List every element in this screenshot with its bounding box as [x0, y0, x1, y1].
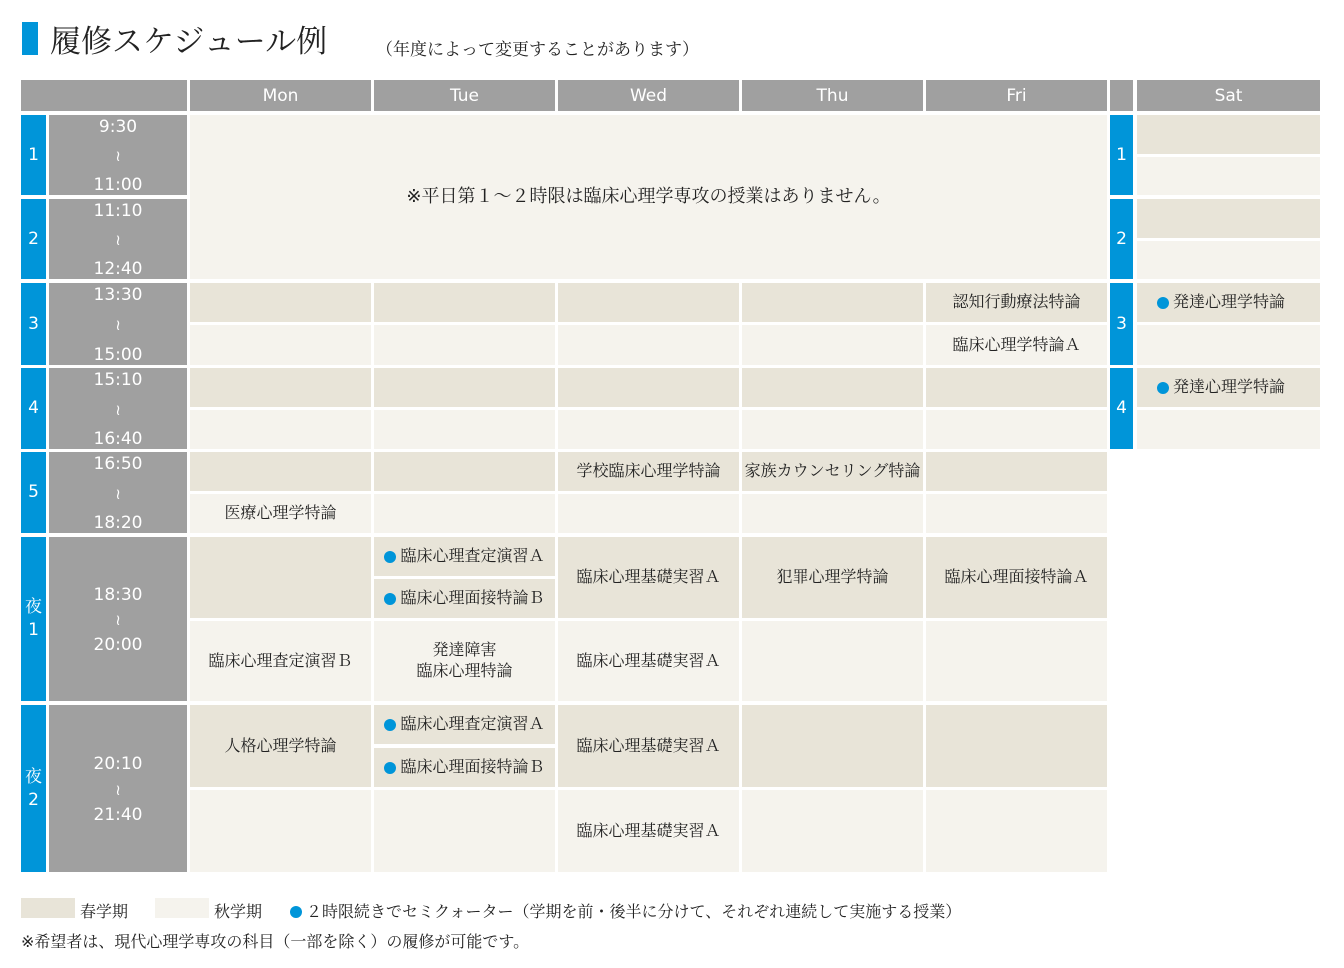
header-day-sat: Sat [1137, 80, 1320, 111]
header-day-thu: Thu [742, 80, 923, 111]
sat-period-label-4: 4 [1110, 368, 1133, 449]
cell-p5-fri-spring [926, 452, 1107, 491]
cell-p5-wed-autumn [558, 494, 739, 533]
course-name: 臨床心理面接特論Ｂ [400, 588, 545, 608]
course-name: 臨床心理面接特論Ｂ [400, 757, 545, 777]
time-start: 16:50 [93, 454, 143, 474]
course-cell: 臨床心理基礎実習Ａ [558, 621, 739, 701]
cell-p4-wed-autumn [558, 410, 739, 449]
course-name: 臨床心理査定演習Ａ [400, 714, 545, 734]
time-end: 20:00 [93, 635, 143, 655]
course-cell: 医療心理学特論 [190, 494, 371, 533]
cell-n1-fri-autumn [926, 621, 1107, 701]
cell-n2-mon-autumn [190, 790, 371, 872]
time-cell-4 [49, 368, 187, 449]
time-end: 18:20 [93, 512, 143, 533]
legend-quarter [290, 899, 961, 922]
cell-p4-tue-autumn [374, 410, 555, 449]
cell-n2-thu-autumn [742, 790, 923, 872]
course-cell: 臨床心理基礎実習Ａ [558, 537, 739, 618]
cell-p5-mon-spring [190, 452, 371, 491]
period-label-3: 3 [21, 283, 46, 365]
cell-sat-p1-autumn [1137, 157, 1320, 195]
cell-p5-fri-autumn [926, 494, 1107, 533]
time-separator: ≀ [115, 400, 121, 419]
course-cell-quarter [374, 748, 555, 787]
cell-p3-wed-autumn [558, 325, 739, 365]
time-start: 9:30 [98, 117, 138, 137]
cell-n1-thu-autumn [742, 621, 923, 701]
header-day-mon: Mon [190, 80, 371, 111]
course-cell-quarter [1137, 283, 1320, 322]
quarter-dot-icon [384, 551, 396, 563]
cell-p4-tue-spring [374, 368, 555, 407]
cell-p4-fri-autumn [926, 410, 1107, 449]
cell-sat-p2-spring [1137, 199, 1320, 238]
course-cell-quarter [374, 537, 555, 576]
time-separator: ≀ [115, 231, 121, 249]
time-separator: ≀ [115, 780, 121, 799]
course-cell: 犯罪心理学特論 [742, 537, 923, 618]
period-label-5: 5 [21, 452, 46, 533]
course-cell: 臨床心理学特論Ａ [926, 325, 1107, 365]
course-cell: 人格心理学特論 [190, 705, 371, 787]
course-cell-quarter [1137, 368, 1320, 407]
period-label-2: 2 [21, 199, 46, 279]
period-label-4: 4 [21, 368, 46, 449]
time-separator: ≀ [115, 316, 121, 334]
cell-p3-thu-autumn [742, 325, 923, 365]
time-start: 11:10 [93, 201, 143, 221]
course-cell: 臨床心理基礎実習Ａ [558, 705, 739, 787]
quarter-dot-icon [1157, 297, 1169, 309]
title-accent-bar [22, 22, 38, 55]
cell-p4-mon-spring [190, 368, 371, 407]
time-cell-2 [49, 199, 187, 279]
sat-period-label-3: 3 [1110, 283, 1133, 365]
quarter-dot-icon [384, 593, 396, 605]
cell-sat-p3-autumn [1137, 325, 1320, 365]
cell-p4-fri-spring [926, 368, 1107, 407]
cell-p4-wed-spring [558, 368, 739, 407]
quarter-dot-icon [384, 719, 396, 731]
cell-p4-mon-autumn [190, 410, 371, 449]
cell-p3-tue-spring [374, 283, 555, 322]
course-cell: 臨床心理面接特論Ａ [926, 537, 1107, 618]
time-cell-3 [49, 283, 187, 365]
cell-n2-fri-spring [926, 705, 1107, 787]
cell-p5-thu-autumn [742, 494, 923, 533]
quarter-dot-icon [1157, 382, 1169, 394]
time-end: 16:40 [93, 428, 143, 449]
time-separator: ≀ [115, 611, 121, 629]
legend-quarter-label: ２時限続きでセミクォーター（学期を前・後半に分けて、それぞれ連続して実施する授業） [306, 902, 962, 921]
time-cell-night-1 [49, 537, 187, 701]
time-separator: ≀ [115, 147, 121, 165]
header-day-tue: Tue [374, 80, 555, 111]
page-title: 履修スケジュール例 [50, 24, 328, 60]
cell-p4-thu-spring [742, 368, 923, 407]
period-label-night-1: 夜 1 [21, 537, 46, 701]
legend-autumn-label: 秋学期 [214, 902, 263, 921]
course-cell: 認知行動療法特論 [926, 283, 1107, 322]
course-cell: 臨床心理基礎実習Ａ [558, 790, 739, 872]
time-end: 15:00 [93, 344, 143, 365]
time-start: 18:30 [93, 584, 143, 605]
footnote: ※希望者は、現代心理学専攻の科目（一部を除く）の履修が可能です。 [21, 932, 530, 951]
cell-n2-fri-autumn [926, 790, 1107, 872]
period-label-night-2: 夜 2 [21, 705, 46, 872]
header-day-fri: Fri [926, 80, 1107, 111]
quarter-dot-icon [384, 762, 396, 774]
sat-period-label-1: 1 [1110, 115, 1133, 195]
cell-p3-thu-spring [742, 283, 923, 322]
cell-n2-tue-autumn [374, 790, 555, 872]
course-cell-quarter [374, 705, 555, 744]
cell-p3-mon-spring [190, 283, 371, 322]
course-name: 臨床心理査定演習Ａ [400, 546, 545, 566]
quarter-dot-icon [290, 906, 302, 918]
time-cell-5 [49, 452, 187, 533]
course-cell-quarter [374, 579, 555, 618]
cell-p3-wed-spring [558, 283, 739, 322]
time-start: 13:30 [93, 285, 143, 305]
course-cell: 家族カウンセリング特論 [742, 452, 923, 491]
time-end: 11:00 [93, 174, 143, 195]
period-label-1: 1 [21, 115, 46, 195]
cell-p4-thu-autumn [742, 410, 923, 449]
time-cell-1 [49, 115, 187, 195]
page-subtitle: （年度によって変更することがあります） [376, 40, 699, 60]
cell-p3-tue-autumn [374, 325, 555, 365]
cell-n1-mon-spring [190, 537, 371, 618]
course-name: 発達心理学特論 [1173, 292, 1286, 312]
weekday-no-class-note: ※平日第１～２時限は臨床心理学専攻の授業はありません。 [190, 115, 1107, 279]
cell-sat-p4-autumn [1137, 410, 1320, 449]
cell-sat-p1-spring [1137, 115, 1320, 154]
course-cell: 発達障害 臨床心理特論 [374, 621, 555, 701]
header-day-wed: Wed [558, 80, 739, 111]
time-end: 21:40 [93, 804, 143, 825]
course-name: 発達心理学特論 [1173, 377, 1286, 397]
sat-period-label-2: 2 [1110, 199, 1133, 279]
cell-n2-thu-spring [742, 705, 923, 787]
cell-p5-tue-autumn [374, 494, 555, 533]
time-cell-night-2 [49, 705, 187, 872]
legend-spring-swatch [21, 898, 75, 918]
course-cell: 学校臨床心理学特論 [558, 452, 739, 491]
time-separator: ≀ [115, 484, 121, 503]
cell-p5-tue-spring [374, 452, 555, 491]
header-sat-corner [1110, 80, 1133, 111]
time-end: 12:40 [93, 258, 143, 279]
cell-p3-mon-autumn [190, 325, 371, 365]
header-corner [21, 80, 187, 111]
legend-autumn-swatch [155, 898, 209, 918]
course-cell: 臨床心理査定演習Ｂ [190, 621, 371, 701]
legend-spring-label: 春学期 [80, 902, 129, 921]
cell-sat-p2-autumn [1137, 241, 1320, 279]
time-start: 15:10 [93, 370, 143, 390]
time-start: 20:10 [93, 754, 143, 775]
